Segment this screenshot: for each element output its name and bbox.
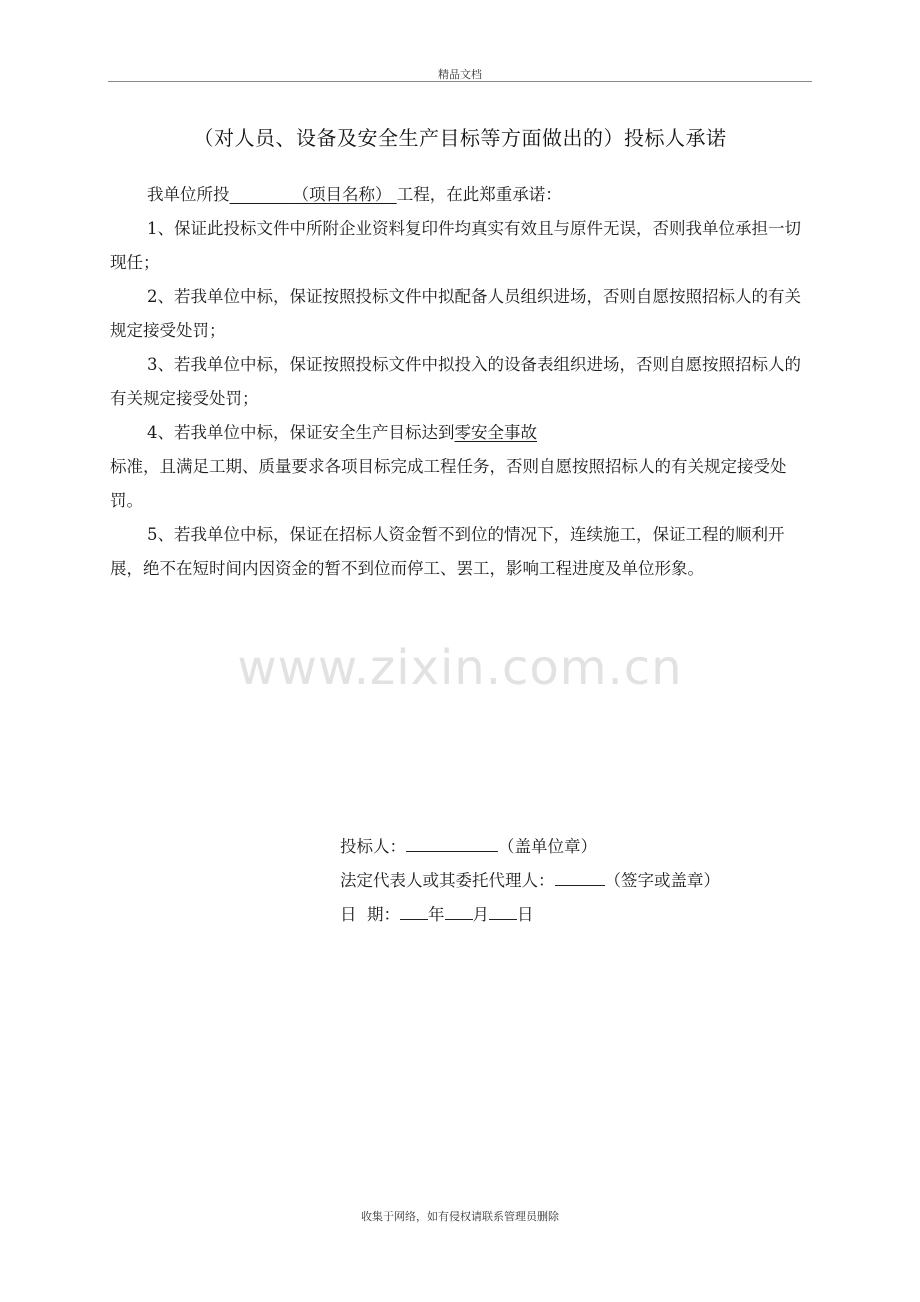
- day-label: 日: [517, 905, 534, 924]
- project-name-placeholder: （项目名称）: [292, 185, 392, 204]
- year-blank[interactable]: [400, 901, 428, 920]
- day-blank[interactable]: [489, 901, 517, 920]
- page-header: 精品文档: [438, 68, 482, 81]
- date-row: [340, 898, 810, 932]
- bidder-note: （盖单位章）: [498, 837, 597, 856]
- representative-blank[interactable]: [555, 867, 605, 886]
- page-footer: 收集于网络，如有侵权请联系管理员删除: [361, 1210, 559, 1223]
- month-label: 月: [472, 905, 489, 924]
- document-body: [110, 178, 810, 586]
- intro-prefix: 我单位所投: [147, 185, 230, 204]
- bidder-blank[interactable]: [406, 833, 498, 852]
- project-name-blank: [230, 185, 397, 204]
- document-title: （对人员、设备及安全生产目标等方面做出的）投标人承诺: [193, 126, 727, 150]
- item-4-prefix: 4、若我单位中标，保证安全生产目标达到: [147, 423, 455, 442]
- site-watermark: www.zixin.com.cn: [237, 640, 683, 696]
- intro-paragraph: [110, 178, 810, 212]
- header-divider: [108, 81, 812, 82]
- representative-label: 法定代表人或其委托代理人：: [340, 871, 555, 890]
- commitment-item-2: 2、若我单位中标，保证按照投标文件中拟配备人员组织进场，否则自愿按照招标人的有关规定接受处罚；: [110, 287, 801, 340]
- month-blank[interactable]: [445, 901, 473, 920]
- year-label: 年: [428, 905, 445, 924]
- signature-block: [340, 830, 810, 932]
- representative-note: （签字或盖章）: [604, 871, 720, 890]
- intro-suffix: 工程，在此郑重承诺：: [396, 185, 562, 204]
- date-label: 日 期：: [340, 905, 400, 924]
- representative-row: [340, 864, 810, 898]
- commitment-item-5: 5、若我单位中标，保证在招标人资金暂不到位的情况下，连续施工，保证工程的顺利开展，绝不在短时间内因资金的暂不到位而停工、罢工，影响工程进度及单位形象。: [110, 525, 785, 578]
- commitment-item-4-rest: 标准，且满足工期、质量要求各项目标完成工程任务，否则自愿按照招标人的有关规定接受处罚。: [110, 457, 787, 510]
- commitment-item-1: 1、保证此投标文件中所附企业资料复印件均真实有效且与原件无误，否则我单位承担一切现任；: [110, 219, 801, 272]
- commitment-item-3: 3、若我单位中标，保证按照投标文件中拟投入的设备表组织进场，否则自愿按照招标人的有关规定接受处罚；: [110, 355, 801, 408]
- bidder-label: 投标人：: [340, 837, 406, 856]
- commitment-item-4-line: [110, 416, 810, 450]
- bidder-row: [340, 830, 810, 864]
- safety-target: 零安全事故: [454, 423, 537, 442]
